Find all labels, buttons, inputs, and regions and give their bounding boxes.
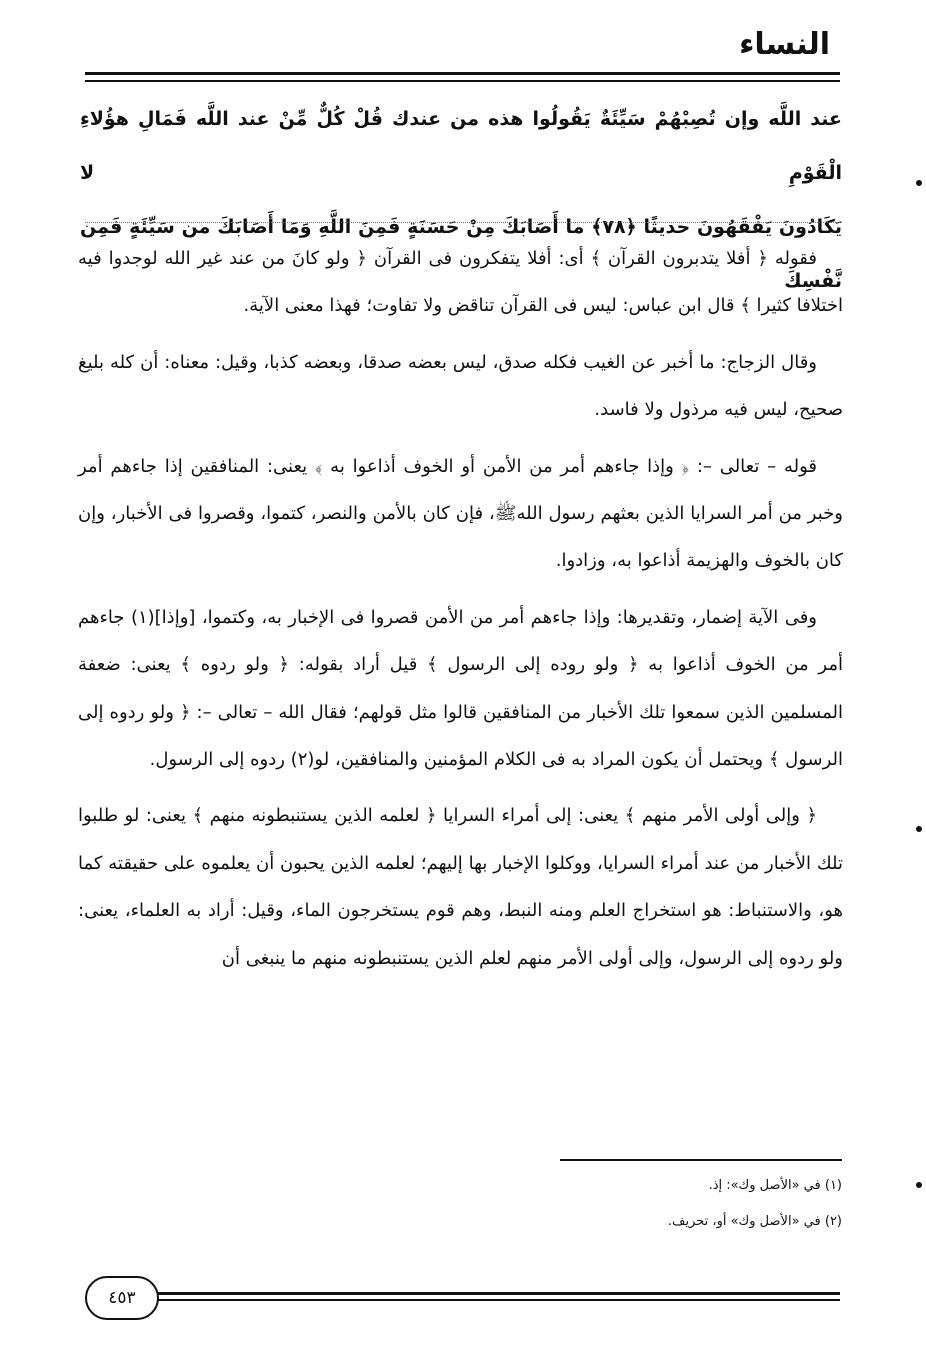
- verse-line: عند اللَّه وإن تُصِبْهُمْ سَيِّئَةٌ يَقُولُوا هذه من عندك قُلْ كُلٌّ مِّنْ عند اللَّه فَمَالِ هؤُلاءِ الْقَوْمِ لا: [80, 108, 842, 184]
- header-rule-thin: [85, 80, 840, 82]
- paragraph: وفى الآية إضمار، وتقديرها: وإذا جاءهم أمر من الأمن قصروا فى الإخبار به، وكتموا، [وإذا](١) جاءهم أمر من الخوف أذاعوا به ﴿ ولو روده إلى الرسول ﴾ قيل أراد بقوله: ﴿ ولو ردوه ﴾ يعنى: ضعفة المسلمين الذين سمعوا تلك الأخبار من المنافقين قالوا مثل قولهم؛ فقال الله – تعالى –: ﴿ ولو ردوه إلى الرسول ﴾ ويحتمل أن يكون المراد به فى الكلام المؤمنين والمنافقين، لو(٢) ردوه إلى الرسول.: [78, 606, 843, 771]
- footer-rule-thick: [140, 1292, 840, 1295]
- verse-line: يَكَادُونَ يَفْقَهُونَ حديثًا ﴿٧٨﴾ ما أَصَابَكَ مِنْ حَسَنَةٍ فَمِنَ اللَّهِ وَمَا أَصَابَكَ من سَيِّئَةٍ فَمِن نَّفْسِكَ: [80, 216, 842, 292]
- page-number: ٤٥٣: [85, 1276, 159, 1320]
- margin-dot: [916, 826, 922, 832]
- running-header-title: النساء: [739, 27, 830, 62]
- paragraph: وقال الزجاج: ما أخبر عن الغيب فكله صدق، ليس بعضه صدقا، وبعضه كذبا، وقيل: معناه: أن كله بليغ صحيح، ليس فيه مرذول ولا فاسد.: [78, 351, 843, 421]
- footnote: (٢) في «الأصل وك» أو، تحريف.: [667, 1214, 842, 1229]
- footnote-separator: [560, 1159, 842, 1161]
- paragraph: قوله – تعالى –: ﴿ وإذا جاءهم أمر من الأمن أو الخوف أذاعوا به ﴾ يعنى: المنافقين إذا جاءهم أمر وخبر من أمر السرايا الذين بعثهم رسول اللهﷺ، فإن كان بالأمن والنصر، كتموا، وقصروا فى الأخبار، وإن كان بالخوف والهزيمة أذاعوا به، وزادوا.: [78, 455, 843, 572]
- paragraph: ﴿ وإلى أولى الأمر منهم ﴾ يعنى: إلى أمراء السرايا ﴿ لعلمه الذين يستنبطونه منهم ﴾ يعنى: لو طلبوا تلك الأخبار من عند أمراء السرايا، ووكلوا الإخبار بها إليهم؛ لعلمه الذين يحبون أن يعلموه على حقيقته كما هو، والاستنباط: هو استخراج العلم ومنه النبط، وهم قوم يستخرجون الماء، وقيل: أراد به العلماء، يعنى: ولو ردوه إلى الرسول، وإلى أولى الأمر منهم لعلم الذين يستنبطونه منهم ما ينبغى أن: [78, 805, 843, 969]
- footer-rule-thin: [140, 1299, 840, 1301]
- paragraph: فقوله ﴿ أفلا يتدبرون القرآن ﴾ أى: أفلا يتفكرون فى القرآن ﴿ ولو كانَ من عند غير الله لوجدوا فيه اختلافا كثيرا ﴾ قال ابن عباس: ليس فى القرآن تناقض ولا تفاوت؛ فهذا معنى الآية.: [78, 248, 843, 317]
- section-divider: [85, 222, 840, 223]
- margin-dot: [916, 1182, 922, 1188]
- footnotes: [560, 1168, 842, 1240]
- commentary-body: [78, 235, 843, 982]
- footnote: (١) في «الأصل وك»: إذ.: [708, 1178, 842, 1193]
- header-rule-thick: [85, 72, 840, 75]
- margin-dot: [916, 180, 922, 186]
